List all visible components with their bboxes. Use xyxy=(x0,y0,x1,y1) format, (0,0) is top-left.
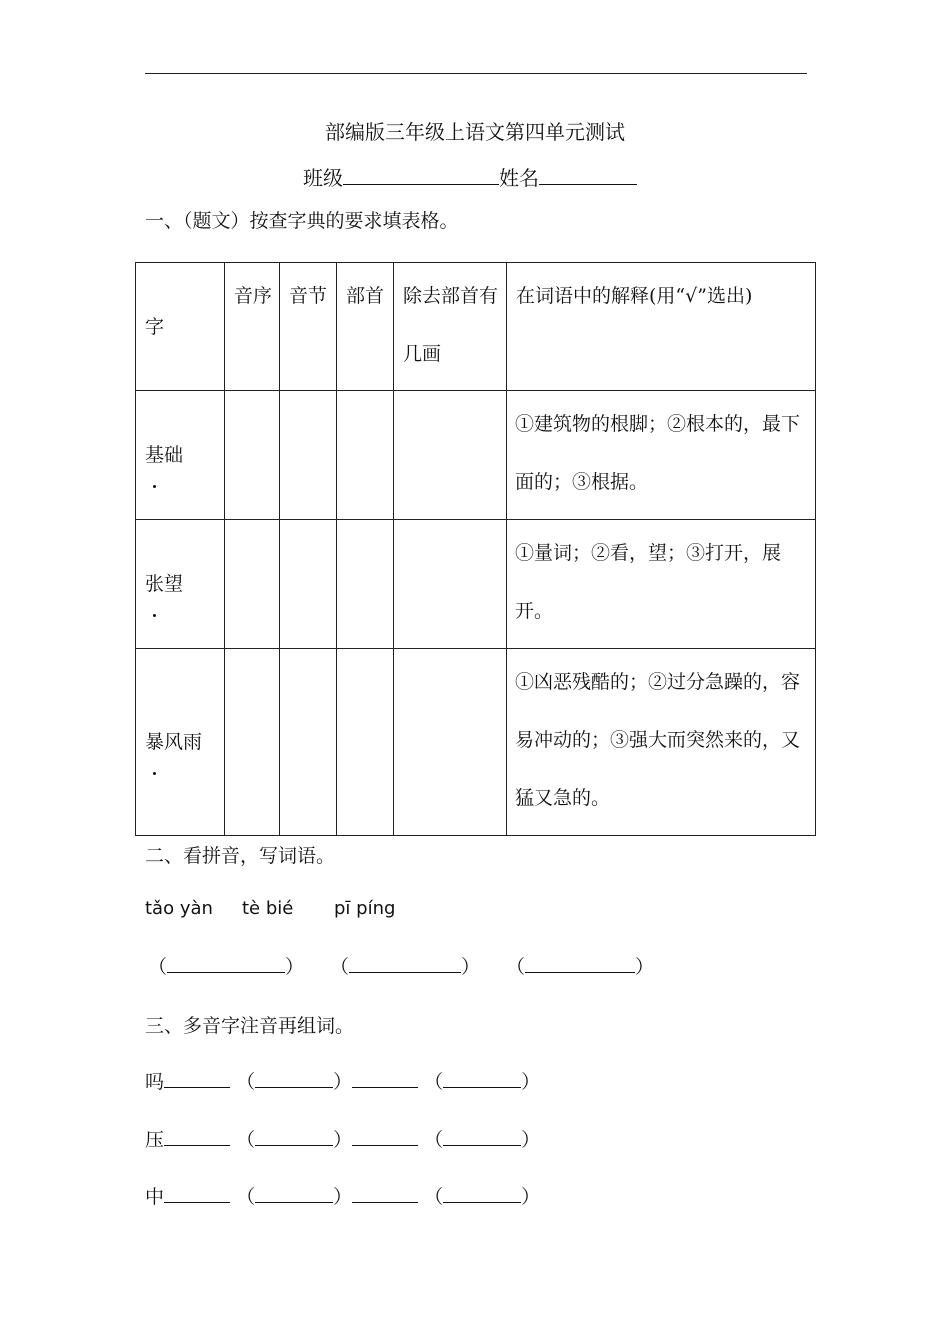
open-paren: （ xyxy=(330,956,350,978)
word-blank[interactable] xyxy=(167,952,285,973)
pinyin-blank[interactable] xyxy=(164,1125,230,1146)
table-row xyxy=(136,391,816,520)
answer-paren-2 xyxy=(330,952,480,979)
pinyin-blank[interactable] xyxy=(352,1182,418,1203)
close-paren: ） xyxy=(333,1129,353,1151)
close-paren: ） xyxy=(521,1071,541,1093)
close-paren: ） xyxy=(333,1071,353,1093)
open-paren: （ xyxy=(236,1186,256,1208)
pinyin-blank[interactable] xyxy=(352,1067,418,1088)
polyphone-row xyxy=(145,1182,540,1209)
name-label: 姓名 xyxy=(499,166,539,190)
word-blank[interactable] xyxy=(443,1067,521,1088)
word-blank[interactable] xyxy=(255,1182,333,1203)
answer-cell-radical[interactable] xyxy=(337,649,394,836)
word-blank[interactable] xyxy=(349,952,461,973)
polyphone-char: 压 xyxy=(145,1129,165,1151)
header-initial: 音序 xyxy=(225,263,280,391)
open-paren: （ xyxy=(148,956,168,978)
table-header-row xyxy=(136,263,816,391)
answer-cell-syllable[interactable] xyxy=(280,520,337,649)
word-blank[interactable] xyxy=(443,1182,521,1203)
pinyin-3: pī píng xyxy=(334,898,396,919)
answer-cell-strokes[interactable] xyxy=(394,520,507,649)
section3-heading: 三、多音字注音再组词。 xyxy=(145,1015,355,1037)
name-blank[interactable] xyxy=(539,164,637,185)
pinyin-blank[interactable] xyxy=(164,1067,230,1088)
answer-cell-initial[interactable] xyxy=(225,391,280,520)
open-paren: （ xyxy=(506,956,526,978)
word-blank[interactable] xyxy=(525,952,635,973)
header-radical: 部首 xyxy=(337,263,394,391)
section1-heading: 一、（题文）按查字典的要求填表格。 xyxy=(145,210,459,232)
pinyin-2: tè bié xyxy=(242,898,294,919)
open-paren: （ xyxy=(424,1071,444,1093)
table-row xyxy=(136,520,816,649)
open-paren: （ xyxy=(424,1186,444,1208)
answer-cell-radical[interactable] xyxy=(337,391,394,520)
polyphone-row xyxy=(145,1067,540,1094)
header-explanation: 在词语中的解释(用“√”选出) xyxy=(507,263,816,391)
header-char: 字 xyxy=(136,263,225,391)
answer-paren-3 xyxy=(506,952,654,979)
answer-cell-strokes[interactable] xyxy=(394,649,507,836)
word-rest: 望 xyxy=(164,573,184,595)
class-blank[interactable] xyxy=(343,164,499,185)
open-paren: （ xyxy=(236,1129,256,1151)
answer-cell-strokes[interactable] xyxy=(394,391,507,520)
header-strokes: 除去部首有几画 xyxy=(394,263,507,391)
answer-cell-syllable[interactable] xyxy=(280,649,337,836)
close-paren: ） xyxy=(285,956,305,978)
word-cell xyxy=(136,649,225,836)
open-paren: （ xyxy=(424,1129,444,1151)
close-paren: ） xyxy=(333,1186,353,1208)
explanation-cell[interactable]: ①凶恶残酷的；②过分急躁的，容易冲动的；③强大而突然来的，又猛又急的。 xyxy=(507,649,816,836)
word-blank[interactable] xyxy=(255,1125,333,1146)
pinyin-1: tǎo yàn xyxy=(145,898,213,919)
top-rule xyxy=(145,73,807,74)
student-info-line xyxy=(303,162,637,191)
page-title: 部编版三年级上语文第四单元测试 xyxy=(325,120,625,144)
word-cell xyxy=(136,520,225,649)
close-paren: ） xyxy=(635,956,655,978)
answer-paren-1 xyxy=(148,952,304,979)
section2-heading: 二、看拼音，写词语。 xyxy=(145,845,336,867)
header-syllable: 音节 xyxy=(280,263,337,391)
polyphone-row xyxy=(145,1125,540,1152)
polyphone-char: 中 xyxy=(145,1186,165,1208)
answer-cell-initial[interactable] xyxy=(225,649,280,836)
table-row xyxy=(136,649,816,836)
word-rest: 础 xyxy=(164,444,184,466)
word-blank[interactable] xyxy=(255,1067,333,1088)
class-label: 班级 xyxy=(303,166,343,190)
dotted-char: 张 xyxy=(145,555,164,613)
polyphone-char: 吗 xyxy=(145,1071,165,1093)
word-blank[interactable] xyxy=(443,1125,521,1146)
answer-cell-syllable[interactable] xyxy=(280,391,337,520)
explanation-cell[interactable]: ①量词；②看，望；③打开，展开。 xyxy=(507,520,816,649)
pinyin-blank[interactable] xyxy=(164,1182,230,1203)
close-paren: ） xyxy=(521,1186,541,1208)
dotted-char: 暴 xyxy=(145,713,164,771)
dictionary-table xyxy=(135,262,816,836)
answer-cell-radical[interactable] xyxy=(337,520,394,649)
answer-cell-initial[interactable] xyxy=(225,520,280,649)
word-rest: 风雨 xyxy=(164,731,203,753)
pinyin-blank[interactable] xyxy=(352,1125,418,1146)
close-paren: ） xyxy=(461,956,481,978)
word-cell xyxy=(136,391,225,520)
open-paren: （ xyxy=(236,1071,256,1093)
close-paren: ） xyxy=(521,1129,541,1151)
dotted-char: 基 xyxy=(145,426,164,484)
explanation-cell[interactable]: ①建筑物的根脚；②根本的，最下面的；③根据。 xyxy=(507,391,816,520)
